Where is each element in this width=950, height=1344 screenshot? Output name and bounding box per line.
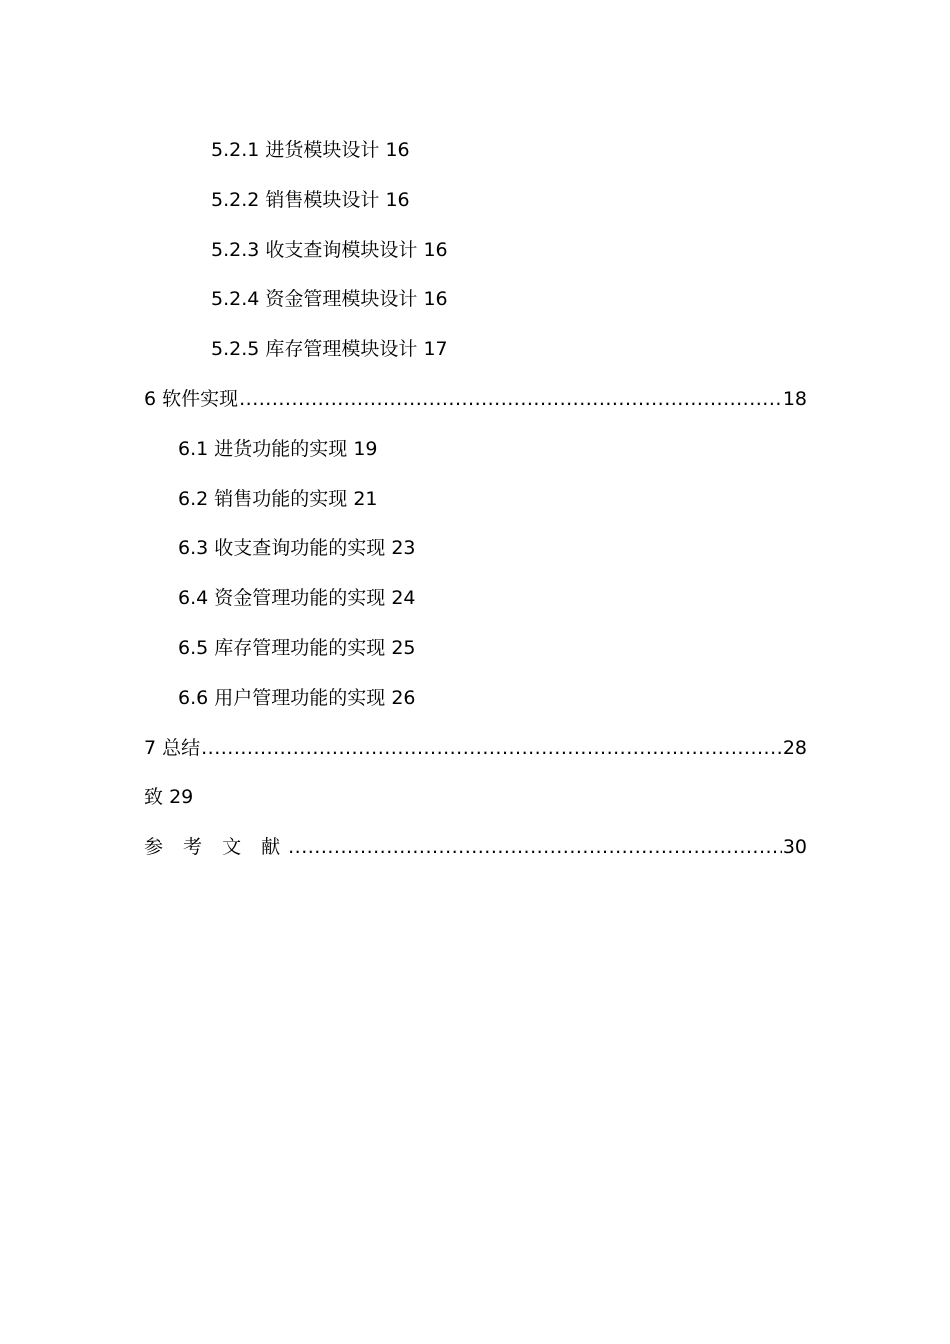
toc-entry-title: 6.3 收支查询功能的实现	[178, 537, 386, 560]
toc-entry-5-2-3[interactable]	[144, 237, 807, 287]
toc-entry-5-2-4[interactable]	[144, 286, 807, 336]
toc-entry-page: 16	[385, 188, 410, 211]
toc-entry-title: 5.2.5 库存管理模块设计	[211, 338, 418, 361]
toc-entry-title: 5.2.4 资金管理模块设计	[211, 288, 418, 311]
toc-entry-6-1[interactable]	[144, 436, 807, 486]
toc-entry-title: 6.4 资金管理功能的实现	[178, 587, 386, 610]
toc-leader-dots	[201, 735, 782, 761]
toc-entry-page: 18	[782, 387, 807, 410]
toc-entry-title: 6.6 用户管理功能的实现	[178, 686, 386, 709]
toc-entry-page: 28	[782, 736, 807, 759]
toc-entry-title: 6.5 库存管理功能的实现	[178, 636, 386, 659]
toc-entry-title: 5.2.1 进货模块设计	[211, 139, 380, 161]
toc-entry-page: 16	[423, 238, 448, 261]
toc-entry-page: 19	[353, 437, 378, 460]
toc-entry-5-2-1[interactable]	[144, 137, 807, 187]
toc-entry-page: 25	[391, 636, 416, 659]
toc-entry-page: 16	[385, 139, 410, 161]
toc-entry-page: 16	[423, 288, 448, 311]
toc-entry-title: 6.1 进货功能的实现	[178, 437, 348, 460]
toc-entry-page: 24	[391, 587, 416, 610]
toc-entry-title: 5.2.2 销售模块设计	[211, 188, 380, 211]
toc-entry-title: 参 考 文 献	[144, 836, 288, 859]
toc-entry-page: 17	[423, 338, 448, 361]
toc-entry-5-2-5[interactable]	[144, 336, 807, 386]
toc-entry-6-4[interactable]	[144, 585, 807, 635]
toc-entry-7[interactable]	[144, 735, 807, 785]
toc-entry-6-5[interactable]	[144, 635, 807, 685]
toc-entry-page: 30	[782, 836, 807, 859]
table-of-contents	[144, 137, 807, 884]
toc-entry-6-3[interactable]	[144, 535, 807, 585]
toc-entry-references[interactable]	[144, 834, 807, 884]
toc-entry-page: 29	[169, 786, 194, 809]
toc-entry-title: 6.2 销售功能的实现	[178, 487, 348, 510]
toc-entry-title: 7 总结	[144, 736, 201, 759]
toc-entry-acknowledgement[interactable]	[144, 784, 807, 834]
toc-leader-dots	[239, 386, 782, 412]
toc-entry-5-2-2[interactable]	[144, 187, 807, 237]
toc-entry-title: 5.2.3 收支查询模块设计	[211, 238, 418, 261]
toc-entry-page: 26	[391, 686, 416, 709]
toc-entry-title: 致	[144, 786, 164, 809]
toc-entry-6-6[interactable]	[144, 685, 807, 735]
toc-entry-6[interactable]	[144, 386, 807, 436]
toc-leader-dots	[288, 834, 782, 860]
toc-entry-page: 21	[353, 487, 378, 510]
toc-entry-page: 23	[391, 537, 416, 560]
toc-entry-title: 6 软件实现	[144, 387, 239, 410]
toc-entry-6-2[interactable]	[144, 486, 807, 536]
